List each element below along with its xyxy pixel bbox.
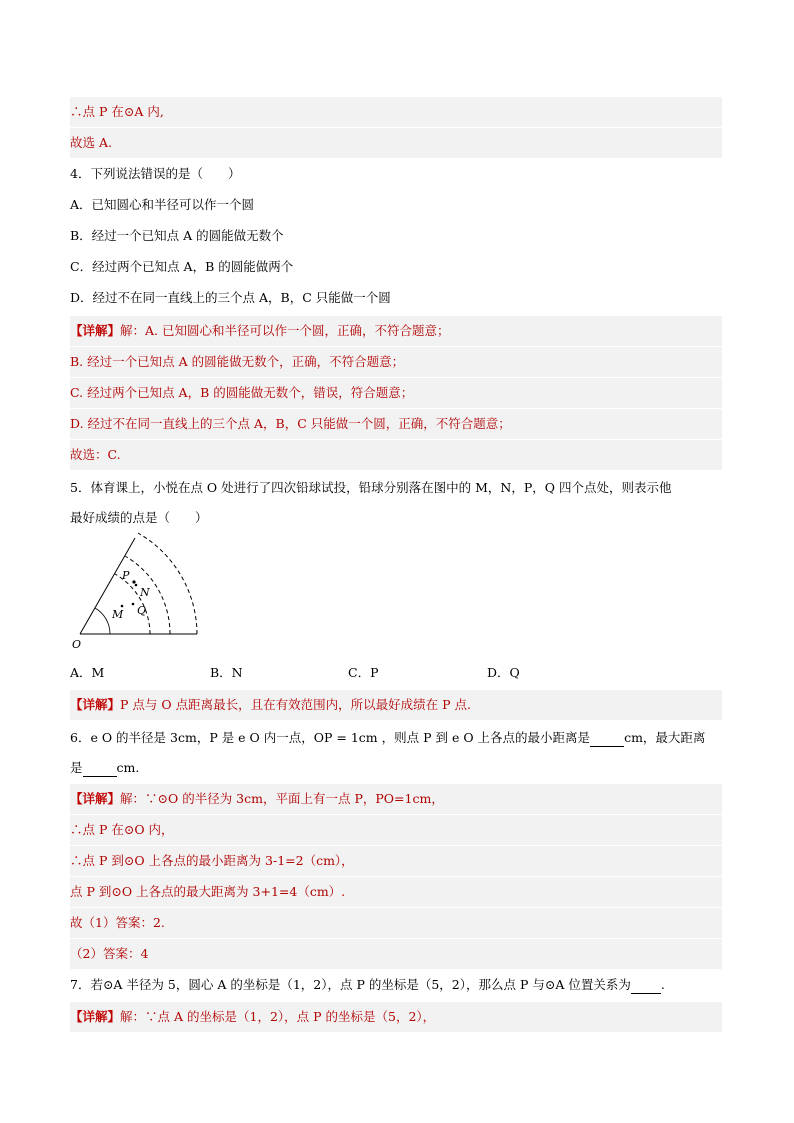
q7-solution-line-1: [70, 1002, 722, 1032]
q7-solution-text-1: 解：∵点 A 的坐标是（1，2），点 P 的坐标是（5，2），: [120, 1009, 436, 1024]
angle-arc: [95, 608, 110, 634]
label-p: P: [122, 569, 130, 582]
q4-answer: 故选：C.: [70, 440, 722, 470]
q6-solution-line-6: （2）答案：4: [70, 939, 722, 969]
q5-option-a: A．M: [70, 665, 105, 680]
q6-stem-line-1: [70, 723, 722, 753]
detail-tag: 【详解】: [70, 1009, 121, 1024]
label-m: M: [112, 608, 124, 621]
q4-option-a: A．已知圆心和半径可以作一个圆: [70, 197, 255, 212]
q6-blank-min: [590, 731, 624, 747]
sector-side-ray: [80, 538, 135, 634]
q5-option-c: C．P: [348, 665, 379, 680]
q5-stem-line-1: 5．体育课上，小悦在点 O 处进行了四次铅球试投，铅球分别落在图中的 M，N，P，Q 四个点处，则表示他: [70, 480, 672, 495]
q7-stem-text: 7．若⊙A 半径为 5，圆心 A 的坐标是（1，2），点 P 的坐标是（5，2），那么点 P 与⊙A 位置关系为: [70, 977, 631, 992]
q6-solution-line-2: ∴点 P 在⊙O 内，: [70, 815, 722, 845]
q6-stem-text-2: cm，最大距离: [624, 730, 706, 745]
q4-option-d: D．经过不在同一直线上的三个点 A，B，C 只能做一个圆: [70, 290, 391, 305]
point-n-dot: [135, 584, 138, 587]
label-q: Q: [137, 604, 147, 617]
point-q-dot: [132, 603, 135, 606]
q4-solution-line-3: C. 经过两个已知点 A，B 的圆能做无数个，错误，符合题意；: [70, 378, 722, 408]
q6-solution-line-1: [70, 784, 722, 814]
prev-solution-line-2: 故选 A.: [70, 128, 722, 158]
q5-option-d: D．Q: [487, 665, 520, 680]
q7-stem-end: .: [660, 977, 665, 992]
prev-solution-line-1: ∴点 P 在⊙A 内,: [70, 97, 722, 127]
detail-tag: 【详解】: [70, 697, 121, 712]
q6-blank-max: [83, 761, 117, 777]
q4-option-c: C．经过两个已知点 A，B 的圆能做两个: [70, 259, 294, 274]
q6-stem-text-4: cm.: [116, 760, 140, 775]
q5-solution: [70, 690, 722, 720]
q4-stem: 4．下列说法错误的是（ ）: [70, 166, 241, 181]
q4-solution-line-2: B. 经过一个已知点 A 的圆能做无数个，正确，不符合题意；: [70, 347, 722, 377]
q4-solution-line-1: [70, 316, 722, 346]
q5-stem-line-2: 最好成绩的点是（ ）: [70, 510, 208, 525]
q6-stem-text-1: 6．e O 的半径是 3cm，P 是 e O 内一点，OP = 1cm ，则点 P 到 e O 上各点的最小距离是: [70, 730, 591, 745]
detail-tag: 【详解】: [70, 791, 121, 806]
q7-blank: [631, 978, 661, 994]
point-p-dot: [132, 580, 135, 583]
q5-options: [70, 659, 722, 687]
q6-solution-line-4: 点 P 到⊙O 上各点的最大距离为 3+1=4（cm）.: [70, 877, 722, 907]
q6-solution-text-1: 解：∵⊙O 的半径为 3cm，平面上有一点 P，PO=1cm，: [120, 791, 444, 806]
point-m-dot: [121, 605, 124, 608]
q4-option-b: B．经过一个已知点 A 的圆能做无数个: [70, 228, 284, 243]
label-o: O: [72, 638, 82, 651]
label-n: N: [140, 586, 150, 599]
q4-solution-text-1: 解：A. 已知圆心和半径可以作一个圆，正确，不符合题意；: [120, 323, 450, 338]
q6-solution-line-3: ∴点 P 到⊙O 上各点的最小距离为 3-1=2（cm），: [70, 846, 722, 876]
q5-option-b: B．N: [210, 665, 243, 680]
q6-stem-text-3: 是: [70, 760, 83, 775]
q7-stem: [70, 970, 722, 1000]
shot-put-sector-figure: [70, 530, 210, 652]
q4-solution-line-4: D. 经过不在同一直线上的三个点 A，B，C 只能做一个圆，正确，不符合题意；: [70, 409, 722, 439]
q6-solution-line-5: 故（1）答案：2.: [70, 908, 722, 938]
far-limit-arc: [138, 533, 197, 634]
detail-tag: 【详解】: [70, 323, 121, 338]
q5-solution-text: P 点与 O 点距离最长，且在有效范围内，所以最好成绩在 P 点.: [120, 697, 471, 712]
q6-stem-line-2: [70, 753, 722, 783]
